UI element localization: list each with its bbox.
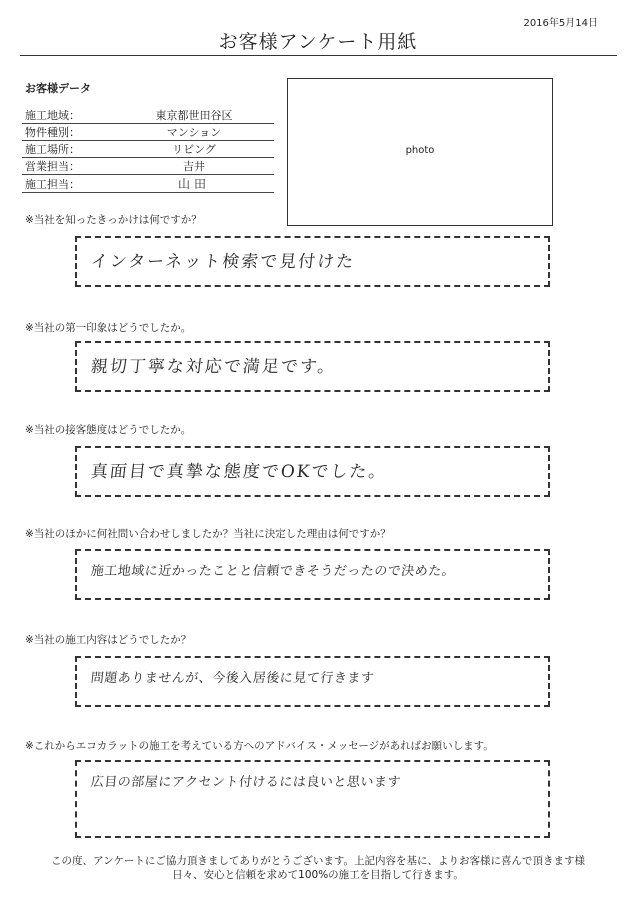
info-row-property-type	[22, 124, 274, 141]
customer-info-table	[22, 107, 274, 193]
info-value: 吉井	[114, 158, 274, 175]
info-value-handwritten: 山田	[114, 175, 274, 193]
info-key: 施工場所：	[22, 141, 114, 158]
info-key: 営業担当：	[22, 158, 114, 175]
info-value: マンション	[114, 124, 274, 141]
answer-text-1: インターネット検索で見付けた	[89, 252, 357, 272]
info-key: 物件種別：	[22, 124, 114, 141]
info-key: 施工地域：	[22, 107, 114, 124]
info-value: リビング	[114, 141, 274, 158]
answer-text-5: 問題ありませんが、今後入居後に見て行きます	[90, 671, 376, 686]
question-2: ※当社の第一印象はどうでしたか。	[25, 322, 192, 334]
footer-line-1: この度、アンケートにご協力頂きましてありがとうございます。上記内容を基に、よりお客様に喜んで頂きます様	[50, 855, 586, 867]
answer-box-1	[75, 236, 550, 287]
page-title: お客様アンケート用紙	[218, 31, 418, 53]
info-row-installer	[22, 175, 274, 193]
answer-text-6: 広目の部屋にアクセント付けるには良いと思います	[90, 775, 402, 790]
info-row-sales-rep	[22, 158, 274, 175]
answer-box-4	[75, 549, 550, 600]
question-4: ※当社のほかに何社問い合わせしましたか？当社に決定した理由は何ですか？	[25, 528, 391, 540]
question-5: ※当社の施工内容はどうでしたか？	[25, 634, 192, 646]
footer-line-2: 日々、安心と信頼を求めて100%の施工を目指して行きます。	[172, 869, 464, 881]
answer-text-4: 施工地域に近かったことと信頼できそうだったので決めた。	[90, 564, 457, 579]
question-1: ※当社を知ったきっかけは何ですか？	[25, 214, 202, 226]
customer-data-heading: お客様データ	[25, 82, 91, 95]
answer-box-2	[75, 341, 550, 392]
photo-label: photo	[405, 145, 435, 156]
info-row-location	[22, 141, 274, 158]
info-value: 東京都世田谷区	[114, 107, 274, 124]
info-key: 施工担当：	[22, 175, 114, 193]
title-divider	[20, 55, 617, 56]
answer-box-6	[75, 760, 550, 838]
answer-box-3	[75, 446, 550, 497]
answer-text-2: 親切丁寧な対応で満足です。	[89, 357, 338, 377]
answer-box-5	[75, 656, 550, 707]
question-3: ※当社の接客態度はどうでしたか。	[25, 424, 192, 436]
survey-date: 2016年5月14日	[523, 18, 598, 29]
info-row-area	[22, 107, 274, 124]
photo-box	[287, 78, 553, 226]
answer-text-3: 真面目で真摯な態度でOKでした。	[89, 462, 389, 482]
question-6: ※これからエコカラットの施工を考えている方へのアドバイス・メッセージがあればお願いします。	[25, 740, 494, 752]
